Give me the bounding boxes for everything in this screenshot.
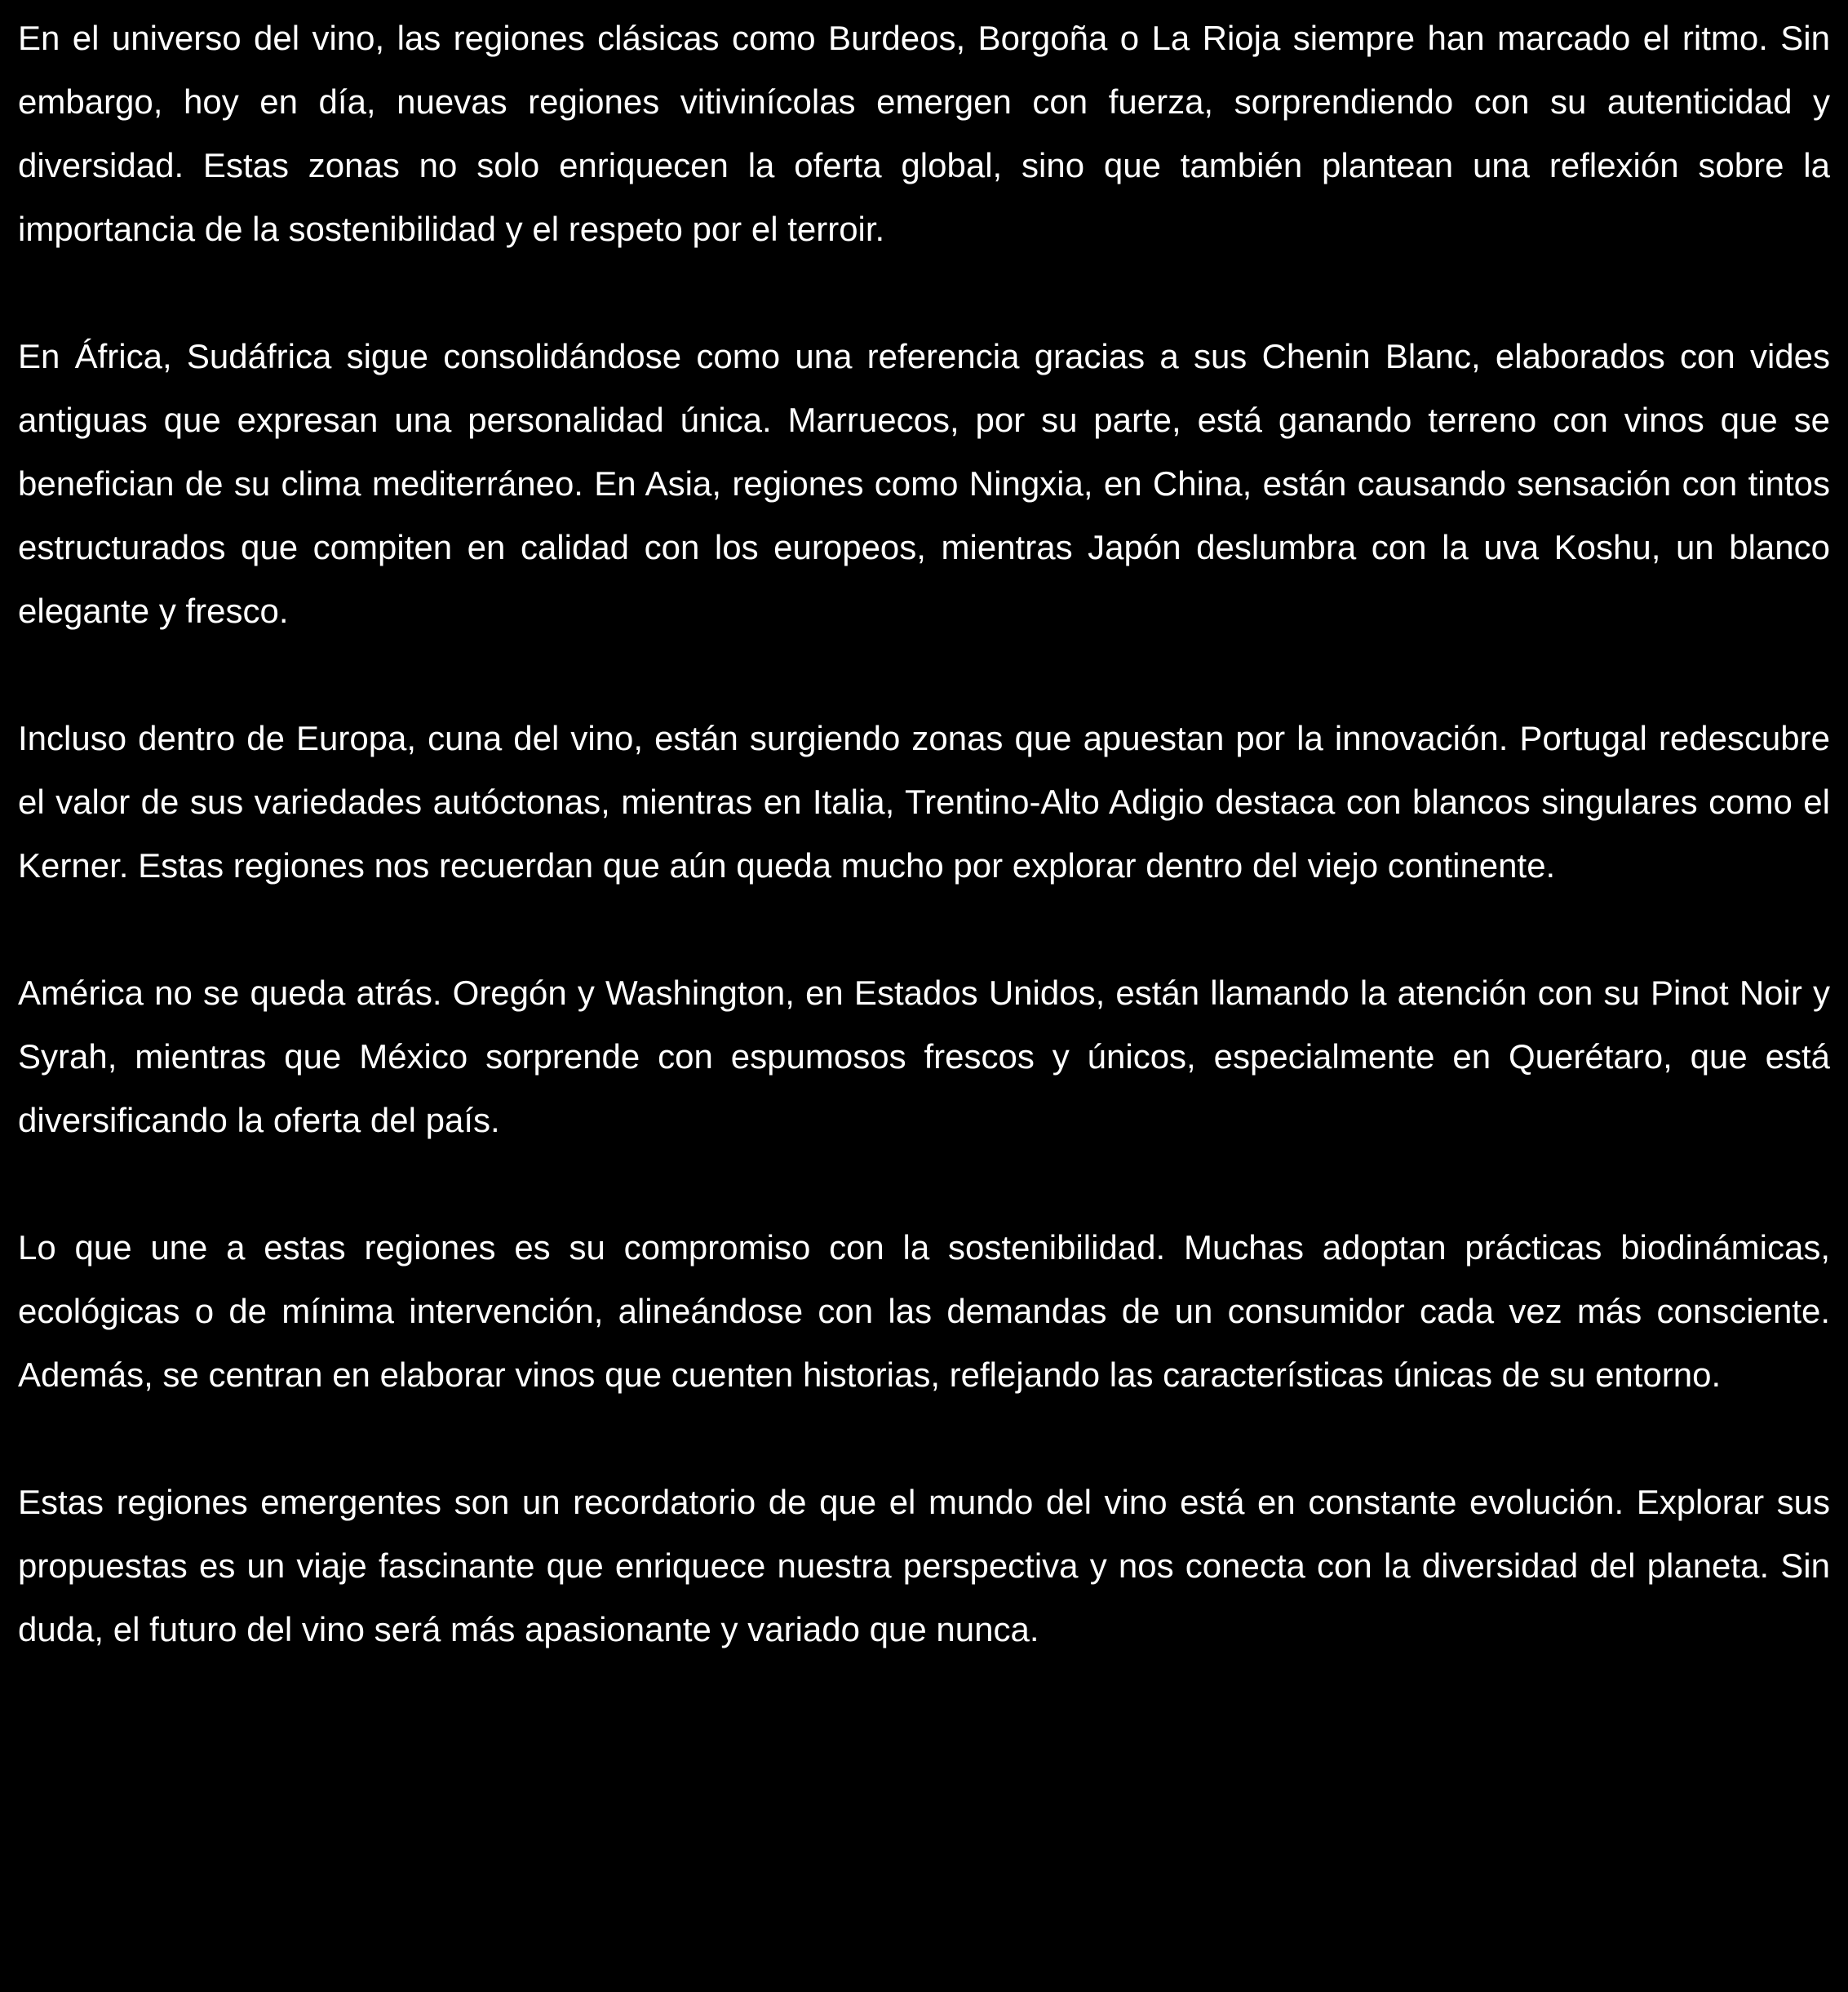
paragraph-sustainability: Lo que une a estas regiones es su compromiso con la sostenibilidad. Muchas adoptan prácticas biodinámicas, ecológicas o de mínima intervención, alineándose con las demandas de un consumidor cada vez más consciente. Además, se centran en elaborar vinos que cuenten historias, reflejando las características únicas de su entorno.	[18, 1228, 1830, 1394]
paragraph-africa-asia: En África, Sudáfrica sigue consolidándose como una referencia gracias a sus Chenin Blanc, elaborados con vides antiguas que expresan una personalidad única. Marruecos, por su parte, está ganando terreno con vinos que se benefician de su clima mediterráneo. En Asia, regiones como Ningxia, en China, están causando sensación con tintos estructurados que compiten en calidad con los europeos, mientras Japón deslumbra con la uva Koshu, un blanco elegante y fresco.	[18, 337, 1830, 630]
paragraph-europe: Incluso dentro de Europa, cuna del vino, están surgiendo zonas que apuestan por la innovación. Portugal redescubre el valor de sus variedades autóctonas, mientras en Italia, Trentino-Alto Adigio destaca con blancos singulares como el Kerner. Estas regiones nos recuerdan que aún queda mucho por explorar dentro del viejo continente.	[18, 719, 1830, 885]
paragraph-conclusion: Estas regiones emergentes son un recordatorio de que el mundo del vino está en constante evolución. Explorar sus propuestas es un viaje fascinante que enriquece nuestra perspectiva y nos conecta con la diversidad del planeta. Sin duda, el futuro del vino será más apasionante y variado que nunca.	[18, 1483, 1830, 1648]
paragraph-america: América no se queda atrás. Oregón y Washington, en Estados Unidos, están llamando la atención con su Pinot Noir y Syrah, mientras que México sorprende con espumosos frescos y únicos, especialmente en Querétaro, que está diversificando la oferta del país.	[18, 974, 1830, 1139]
paragraph-classic-regions: En el universo del vino, las regiones clásicas como Burdeos, Borgoña o La Rioja siempre han marcado el ritmo. Sin embargo, hoy en día, nuevas regiones vitivinícolas emergen con fuerza, sorprendiendo con su autenticidad y diversidad. Estas zonas no solo enriquecen la oferta global, sino que también plantean una reflexión sobre la importancia de la sostenibilidad y el respeto por el terroir.	[18, 19, 1830, 248]
